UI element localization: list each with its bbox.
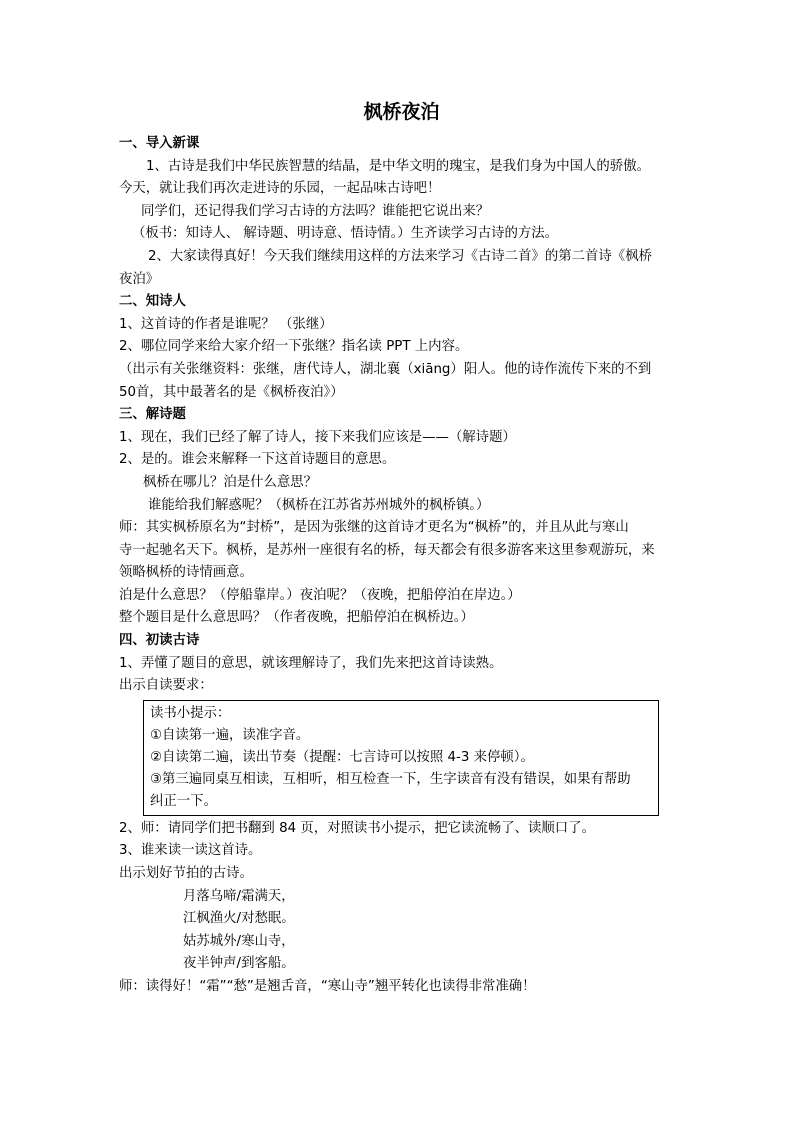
paragraph: 1、古诗是我们中华民族智慧的结晶，是中华文明的瑰宝，是我们身为中国人的骄傲。 [146, 158, 650, 174]
section-heading-reading: 四、初读古诗 [119, 633, 200, 649]
paragraph: 2、哪位同学来给大家介绍一下张继？指名读 PPT 上内容。 [119, 339, 469, 355]
page-title: 枫桥夜泊 [363, 101, 440, 123]
reading-tips-box [143, 700, 659, 816]
paragraph: 1、弄懂了题目的意思，就该理解诗了，我们先来把这首诗读熟。 [119, 655, 503, 671]
tip-item: ①自读第一遍，读准字音。 [150, 727, 310, 743]
section-heading-poet: 二、知诗人 [119, 294, 186, 310]
poem-line: 月落乌啼/霜满天， [183, 888, 295, 904]
section-heading-title: 三、解诗题 [119, 407, 186, 423]
paragraph: 今天，就让我们再次走进诗的乐园，一起品味古诗吧！ [119, 181, 441, 197]
tips-title: 读书小提示： [150, 705, 231, 721]
paragraph: 同学们，还记得我们学习古诗的方法吗？谁能把它说出来？ [141, 203, 490, 219]
paragraph: （出示有关张继资料：张继，唐代诗人，湖北襄（xiāng）阳人。他的诗作流传下来的不到 [119, 361, 652, 377]
paragraph: 寺一起驰名天下。枫桥，是苏州一座很有名的桥，每天都会有很多游客来这里参观游玩，来 [119, 542, 655, 558]
paragraph: （板书：知诗人、 解诗题、明诗意、悟诗情。）生齐读学习古诗的方法。 [132, 226, 559, 242]
paragraph: 1、现在，我们已经了解了诗人，接下来我们应该是——（解诗题） [119, 429, 516, 445]
poem-line: 姑苏城外/寒山寺， [183, 933, 295, 949]
tip-item: 纠正一下。 [150, 793, 217, 809]
document-body [119, 100, 684, 999]
paragraph: 出示划好节拍的古诗。 [119, 866, 253, 882]
paragraph: 2、是的。谁会来解释一下这首诗题目的意思。 [119, 452, 396, 468]
paragraph: 师：其实枫桥原名为“封桥”，是因为张继的这首诗才更名为“枫桥”的，并且从此与寒山 [119, 520, 629, 536]
paragraph: 3、谁来读一读这首诗。 [119, 843, 262, 859]
paragraph: 谁能给我们解惑呢？（枫桥在江苏省苏州城外的枫桥镇。） [148, 497, 490, 513]
paragraph: 出示自读要求： [119, 678, 213, 694]
section-heading-intro: 一、导入新课 [119, 136, 200, 151]
paragraph: 泊是什么意思？（停船靠岸。）夜泊呢？（夜晚，把船停泊在岸边。） [119, 587, 521, 603]
paragraph: 师：读得好！“霜”“愁”是翘舌音，“寒山寺”翘平转化也读得非常准确！ [119, 979, 536, 994]
paragraph: 2、师：请同学们把书翻到 84 页，对照读书小提示，把它读流畅了、读顺口了。 [119, 820, 595, 836]
paragraph: 领略枫桥的诗情画意。 [119, 565, 253, 581]
paragraph: 整个题目是什么意思吗？（作者夜晚，把船停泊在枫桥边。） [119, 610, 474, 626]
paragraph: 夜泊》 [119, 271, 160, 287]
tip-item: ③第三遍同桌互相读，互相听，相互检查一下，生字读音有没有错误，如果有帮助 [150, 771, 631, 787]
poem-line: 夜半钟声/到客船。 [183, 956, 295, 972]
paragraph: 枫桥在哪儿？泊是什么意思？ [143, 474, 318, 490]
poem-line: 江枫渔火/对愁眠。 [183, 911, 295, 927]
paragraph: 2、大家读得真好！今天我们继续用这样的方法来学习《古诗二首》的第二首诗《枫桥 [148, 248, 652, 264]
tip-item: ②自读第二遍，读出节奏（提醒：七言诗可以按照 4-3 来停顿）。 [150, 749, 534, 765]
paragraph: 1、这首诗的作者是谁呢？ （张继） [119, 316, 333, 332]
paragraph: 50首，其中最著名的是《枫桥夜泊》） [119, 384, 344, 400]
